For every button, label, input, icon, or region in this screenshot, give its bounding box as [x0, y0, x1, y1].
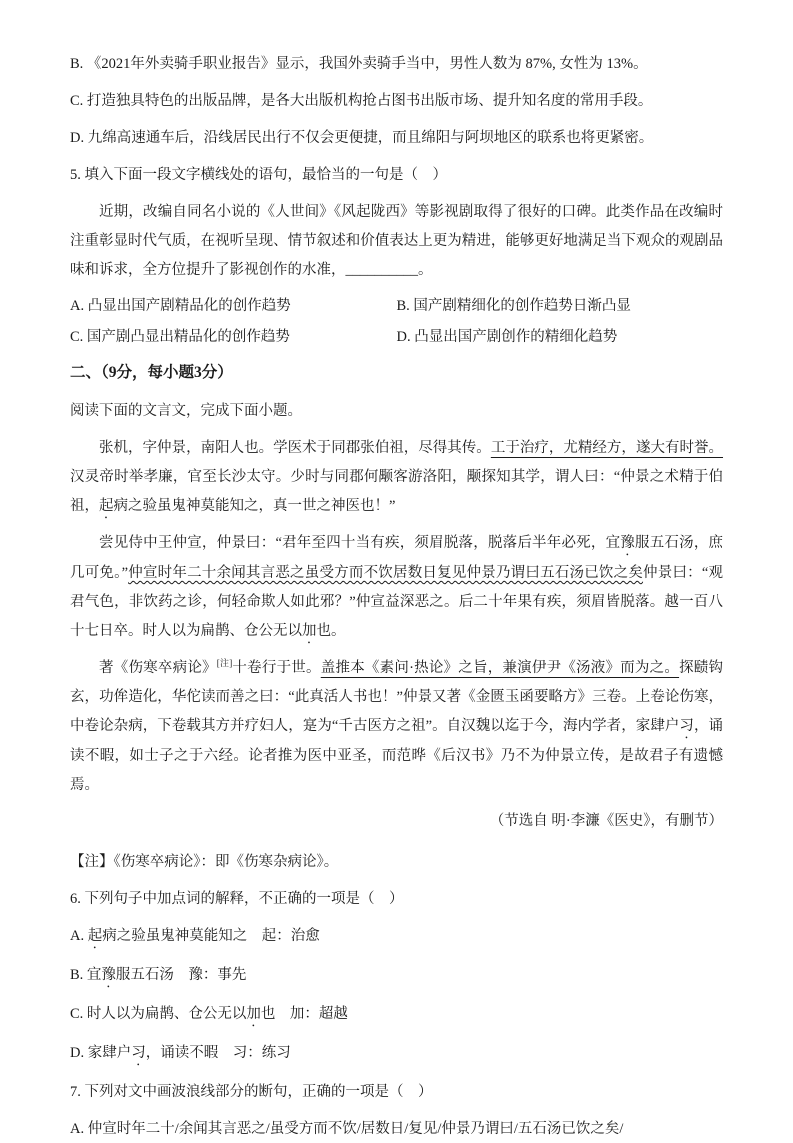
text-segment: 【注】《伤寒卒病论》：即《伤寒杂病论》。 — [70, 854, 339, 870]
text-segment: 服五石汤，庶几 — [70, 535, 724, 581]
text-segment: 尝见侍中王仲宣，仲景曰：“君年至四十当有疾，须眉脱落，脱落后半年必死，宜 — [99, 535, 621, 551]
text-segment-sup: [注] — [216, 658, 233, 669]
option-cell: A. 凸显出国产剧精品化的创作趋势 — [70, 298, 291, 314]
choice-line-b — [70, 50, 723, 78]
text-segment: 二、（9分，每小题3分） — [70, 364, 233, 381]
text-segment-u: 盖推本《素问·热论》之旨，兼演伊尹《汤液》而为之。 — [320, 660, 680, 676]
option-cell: C. 国产剧凸显出精品化的创作趋势 — [70, 329, 290, 345]
option-cell: D. 凸显出国产剧创作的精细化趋势 — [396, 329, 618, 345]
choice-line-d — [70, 124, 723, 152]
passage-paragraph-3 — [70, 654, 723, 800]
text-segment: 7. 下列对文中画波浪线部分的断句，正确的一项是（ ） — [70, 1084, 433, 1100]
text-segment: 6. 下列句子中加点词的解释，不正确的一项是（ ） — [70, 891, 404, 907]
question-5-options-row-1 — [70, 292, 723, 320]
text-segment: 病之验虽鬼神莫能知之 起：治愈 — [102, 928, 320, 944]
text-segment: B. 《2021年外卖骑手职业报告》显示，我国外卖骑手当中，男性人数为 87%, 女性为 13%。 — [70, 56, 648, 72]
text-segment-dot: 加 — [246, 1006, 261, 1022]
passage-paragraph-2 — [70, 529, 723, 647]
question-7 — [70, 1078, 723, 1106]
text-segment: 暇，如士子之于六经。论者推为医中亚圣，而范晔《后汉书》乃不为仲景立传，是故君子有遗憾焉。 — [70, 748, 724, 793]
question-7-option-a — [70, 1115, 723, 1143]
text-segment: C. 打造独具特色的出版品牌，是各大出版机构抢占图书出版市场、提升知名度的常用手段。 — [70, 93, 653, 109]
question-6-option-a — [70, 922, 723, 952]
passage-paragraph-1 — [70, 434, 723, 522]
text-segment: 仲景曰：“观君 — [70, 565, 724, 610]
text-segment: A. 仲宣时年二十/余闻其言恶之/虽受方而不饮/居数日/复见/仲景乃谓曰/五石汤已饮之矣/ — [70, 1121, 624, 1137]
text-segment: 汉灵帝时举孝廉，官至长沙太守。少时与同郡何颙客游洛阳，颙探知其学，谓人曰：“仲景之术精于伯祖， — [70, 469, 723, 514]
text-segment: 近期，改编自同名小说的《人世间》《风起陇西》等影视剧取得了很好的口碑。此类作品在改编时注重彰显时代气质，在视听呈现、情节叙述和价值表达上更为精进，能够更好地满足当下观众的观剧品味和诉求，全方位提升了影视创作的水准，__________。 — [70, 204, 723, 278]
text-segment-dot: 豫 — [101, 967, 116, 983]
text-segment: 著《伤寒卒病论》 — [99, 660, 217, 676]
text-segment-wavy: 仲宣时年二十余闻其言恶之虽受方而不饮居数日复见仲景乃谓曰五石汤已饮之矣 — [128, 565, 644, 581]
text-segment: 论杂病，下卷载其方并疗妇人，寔为“千古医方之祖”。自汉魏以迄于今，海内学者，家肆户 — [99, 718, 680, 734]
text-segment: 气色，非饮药之诊，何轻命欺人如此邪？”仲宣益深恶之。后二十年果有疾，须眉皆脱落。越一百八十七 — [70, 594, 724, 639]
text-segment: 病之验虽鬼神莫能知之，真一世之神医也！” — [113, 498, 396, 514]
attribution — [70, 807, 723, 836]
question-5 — [70, 161, 723, 189]
section-heading — [70, 359, 723, 387]
text-segment-u: 工于治疗，尤精经方，遂大有时誉。 — [490, 440, 724, 456]
question-6-option-d — [70, 1039, 723, 1069]
text-segment-dot: 习 — [679, 718, 694, 734]
text-segment: ，诵读不暇 习：练习 — [145, 1045, 291, 1061]
text-segment: 服五石汤 豫：事先 — [115, 967, 247, 983]
text-segment: 功侔造化，华佗读而善之曰：“此真活人书也！”仲景又著《金匮玉函要略方》三卷。上卷论伤寒，中卷 — [70, 689, 724, 734]
text-segment: D. 家肆户 — [70, 1045, 132, 1061]
text-segment: B. 宜 — [70, 967, 102, 983]
question-6 — [70, 885, 723, 913]
text-segment: D. 九绵高速通车后，沿线居民出行不仅会更便捷，而且绵阳与阿坝地区的联系也将更紧密。 — [70, 130, 654, 146]
text-segment: 张机，字仲景，南阳人也。学医术于同郡张伯祖，尽得其传。 — [99, 440, 491, 456]
text-segment-dot: 习 — [131, 1045, 146, 1061]
text-segment-dot: 豫 — [620, 535, 635, 551]
question-6-option-b — [70, 961, 723, 991]
text-segment: 也 加：超越 — [260, 1006, 348, 1022]
text-segment: 可免。” — [84, 565, 129, 581]
footnote — [70, 848, 723, 876]
option-cell: B. 国产剧精细化的创作趋势日渐凸显 — [396, 298, 631, 314]
text-segment: 阅读下面的文言文，完成下面小题。 — [70, 403, 302, 419]
text-segment-dot: 起 — [99, 498, 114, 514]
question-5-passage — [70, 198, 723, 285]
text-segment: 日卒。时人以为扁鹊、仓公无以 — [99, 623, 302, 639]
reading-instruction — [70, 397, 723, 425]
text-segment: A. — [70, 928, 88, 944]
text-segment: C. 时人以为扁鹊、仓公无以 — [70, 1006, 247, 1022]
question-5-options-row-2 — [70, 323, 723, 351]
text-segment: （节选自 明·李濂《医史》，有删节） — [489, 813, 723, 829]
text-segment: 也。 — [316, 623, 346, 639]
choice-line-c — [70, 87, 723, 115]
text-segment-dot: 起 — [87, 928, 103, 944]
text-segment: 探赜钩玄， — [70, 660, 724, 705]
question-6-option-c — [70, 1000, 723, 1030]
text-segment-dot: 加 — [302, 623, 317, 639]
text-segment: 十卷行于世。 — [232, 660, 321, 676]
text-segment: ，诵读不 — [70, 718, 724, 764]
text-segment: 5. 填入下面一段文字横线处的语句，最恰当的一句是（ ） — [70, 167, 447, 183]
